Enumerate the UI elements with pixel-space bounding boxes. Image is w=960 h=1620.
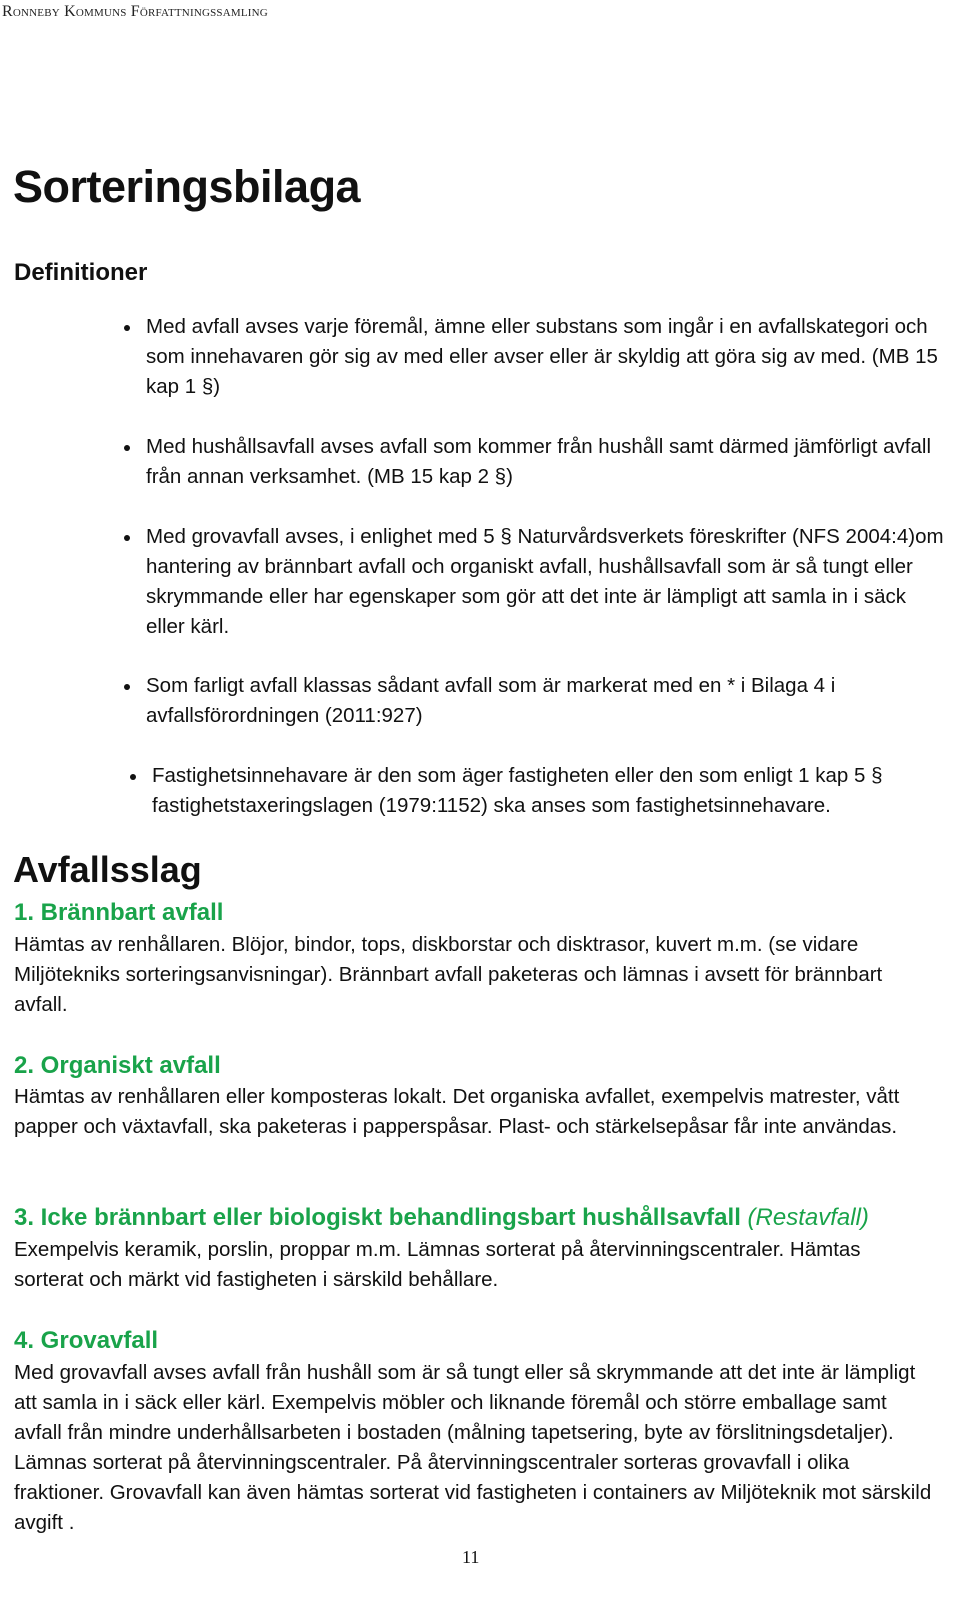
definition-text: Fastighetsinnehavare är den som äger fastigheten eller den som enligt 1 kap 5 § fastighetstaxeringslagen (1979:1152) ska anses som fastighetsinnehavare. — [152, 764, 883, 817]
waste-type-title-text: 4. Grovavfall — [14, 1327, 159, 1354]
running-header: Ronneby Kommuns Författningssamling — [2, 3, 268, 20]
definition-text: Som farligt avfall klassas sådant avfall som är markerat med en * i Bilaga 4 i avfallsförordningen (2011:927) — [146, 674, 836, 727]
bullet-icon — [124, 535, 130, 541]
waste-types-heading: Avfallsslag — [13, 849, 202, 890]
definition-item — [124, 671, 944, 731]
waste-type-title-text: 2. Organiskt avfall — [14, 1052, 221, 1079]
definition-text: Med avfall avses varje föremål, ämne eller substans som ingår i en avfallskategori och som innehavaren gör sig av med eller avser eller är skyldig att göra sig av med. (MB 15 kap 1 §) — [146, 315, 938, 398]
bullet-icon — [124, 445, 130, 451]
waste-type-description: Med grovavfall avses avfall från hushåll som är så tungt eller så skrymmande att det inte är lämpligt att samla in i säck eller kärl. Exempelvis möbler och liknande föremål och större emballage samt avfall från mindre underhållsarbeten i bostaden (målning tapetsering, byte av förslitningsdetaljer). Lämnas sorterat på återvinningscentraler. På återvinningscentraler sorteras grovavfall i olika fraktioner. Grovavfall kan även hämtas sorterat vid fastigheten i containers av Miljöteknik mot särskild avgift . — [14, 1361, 932, 1534]
waste-type-title — [14, 1326, 158, 1356]
definition-text: Med hushållsavfall avses avfall som kommer från hushåll samt därmed jämförligt avfall från annan verksamhet. (MB 15 kap 2 §) — [146, 435, 932, 488]
waste-type-title-suffix: (Restavfall) — [747, 1204, 869, 1231]
waste-type-title — [14, 1203, 869, 1233]
bullet-icon — [130, 774, 136, 780]
definition-item — [124, 522, 944, 642]
page-number: 11 — [462, 1547, 480, 1567]
bullet-icon — [124, 684, 130, 690]
waste-type-title — [14, 1051, 221, 1081]
waste-type-title-text: 1. Brännbart avfall — [14, 899, 224, 926]
page-title: Sorteringsbilaga — [13, 161, 361, 212]
waste-type-title-text: 3. Icke brännbart eller biologiskt behandlingsbart hushållsavfall — [14, 1204, 741, 1231]
definition-item — [130, 761, 930, 821]
waste-type-description: Exempelvis keramik, porslin, proppar m.m. Lämnas sorterat på återvinningscentraler. Hämtas sorterat och märkt vid fastigheten i särskild behållare. — [14, 1238, 861, 1291]
waste-type-description: Hämtas av renhållaren. Blöjor, bindor, tops, diskborstar och disktrasor, kuvert m.m. (se vidare Miljötekniks sorteringsanvisningar). Brännbart avfall paketeras och lämnas i avsett för brännbart avfall. — [14, 933, 883, 1016]
definitions-heading: Definitioner — [14, 259, 148, 286]
waste-type-title — [14, 898, 223, 928]
definition-item — [124, 312, 944, 402]
waste-type-description: Hämtas av renhållaren eller komposteras lokalt. Det organiska avfallet, exempelvis matrester, vått papper och växtavfall, ska paketeras i papperspåsar. Plast- och stärkelsepåsar får inte användas. — [14, 1085, 900, 1138]
definition-text: Med grovavfall avses, i enlighet med 5 § Naturvårdsverkets föreskrifter (NFS 2004:4)om hantering av brännbart avfall och organiskt avfall, hushållsavfall som är så tungt eller skrymmande eller har egenskaper som gör att det inte är lämpligt att samla in i säck eller kärl. — [146, 525, 944, 638]
definition-item — [124, 432, 944, 492]
bullet-icon — [124, 325, 130, 331]
